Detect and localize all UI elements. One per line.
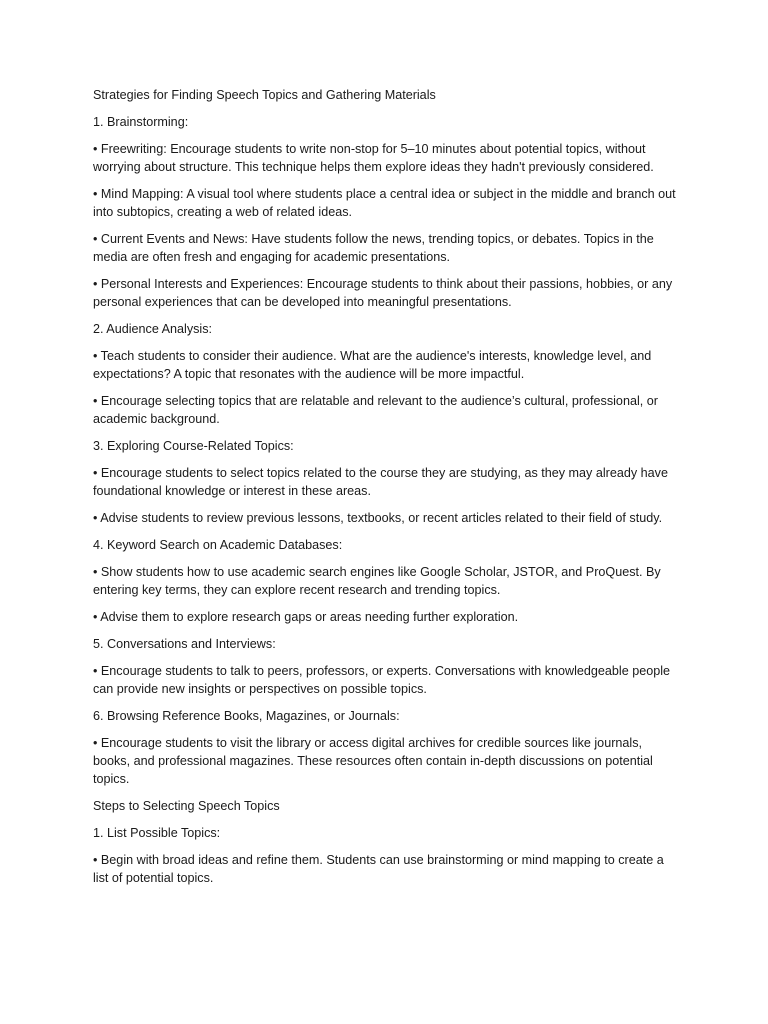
bullet-mind-mapping: • Mind Mapping: A visual tool where students place a central idea or subject in the middle and branch out into subtopics, creating a web of related ideas. [93,187,676,219]
bullet-current-events: • Current Events and News: Have students follow the news, trending topics, or debates. Topics in the media are often fresh and engaging for academic presentations. [93,232,654,264]
section-heading-keyword-search: 4. Keyword Search on Academic Databases: [93,538,343,552]
section-heading-reference-books: 6. Browsing Reference Books, Magazines, or Journals: [93,709,400,723]
bullet-broad-ideas: • Begin with broad ideas and refine them. Students can use brainstorming or mind mapping to create a list of potential topics. [93,853,664,885]
bullet-freewriting: • Freewriting: Encourage students to write non-stop for 5–10 minutes about potential topics, without worrying about structure. This technique helps them explore ideas they hadn't previously considered. [93,142,654,174]
bullet-review-lessons: • Advise students to review previous lessons, textbooks, or recent articles related to their field of study. [93,511,663,525]
section-heading-brainstorming: 1. Brainstorming: [93,115,189,129]
bullet-visit-library: • Encourage students to visit the library or access digital archives for credible sources like journals, books, and professional magazines. These resources often contain in-depth discussions on potential topics. [93,736,653,786]
bullet-talk-to-peers: • Encourage students to talk to peers, professors, or experts. Conversations with knowledgeable people can provide new insights or perspectives on possible topics. [93,664,671,696]
section-heading-audience-analysis: 2. Audience Analysis: [93,322,213,336]
section-heading-selecting-topics: Steps to Selecting Speech Topics [93,799,280,813]
document-title: Strategies for Finding Speech Topics and Gathering Materials [93,88,436,102]
bullet-research-gaps: • Advise them to explore research gaps or areas needing further exploration. [93,610,519,624]
section-heading-list-topics: 1. List Possible Topics: [93,826,221,840]
bullet-course-related: • Encourage students to select topics related to the course they are studying, as they may already have foundational knowledge or interest in these areas. [93,466,668,498]
bullet-relatable-topics: • Encourage selecting topics that are relatable and relevant to the audience’s cultural, professional, or academic background. [93,394,658,426]
section-heading-conversations: 5. Conversations and Interviews: [93,637,276,651]
bullet-search-engines: • Show students how to use academic search engines like Google Scholar, JSTOR, and ProQuest. By entering key terms, they can explore recent research and trending topics. [93,565,661,597]
document-body [93,86,679,896]
section-heading-course-topics: 3. Exploring Course-Related Topics: [93,439,294,453]
bullet-consider-audience: • Teach students to consider their audience. What are the audience's interests, knowledge level, and expectations? A topic that resonates with the audience will be more impactful. [93,349,652,381]
bullet-personal-interests: • Personal Interests and Experiences: Encourage students to think about their passions, hobbies, or any personal experiences that can be developed into meaningful presentations. [93,277,673,309]
